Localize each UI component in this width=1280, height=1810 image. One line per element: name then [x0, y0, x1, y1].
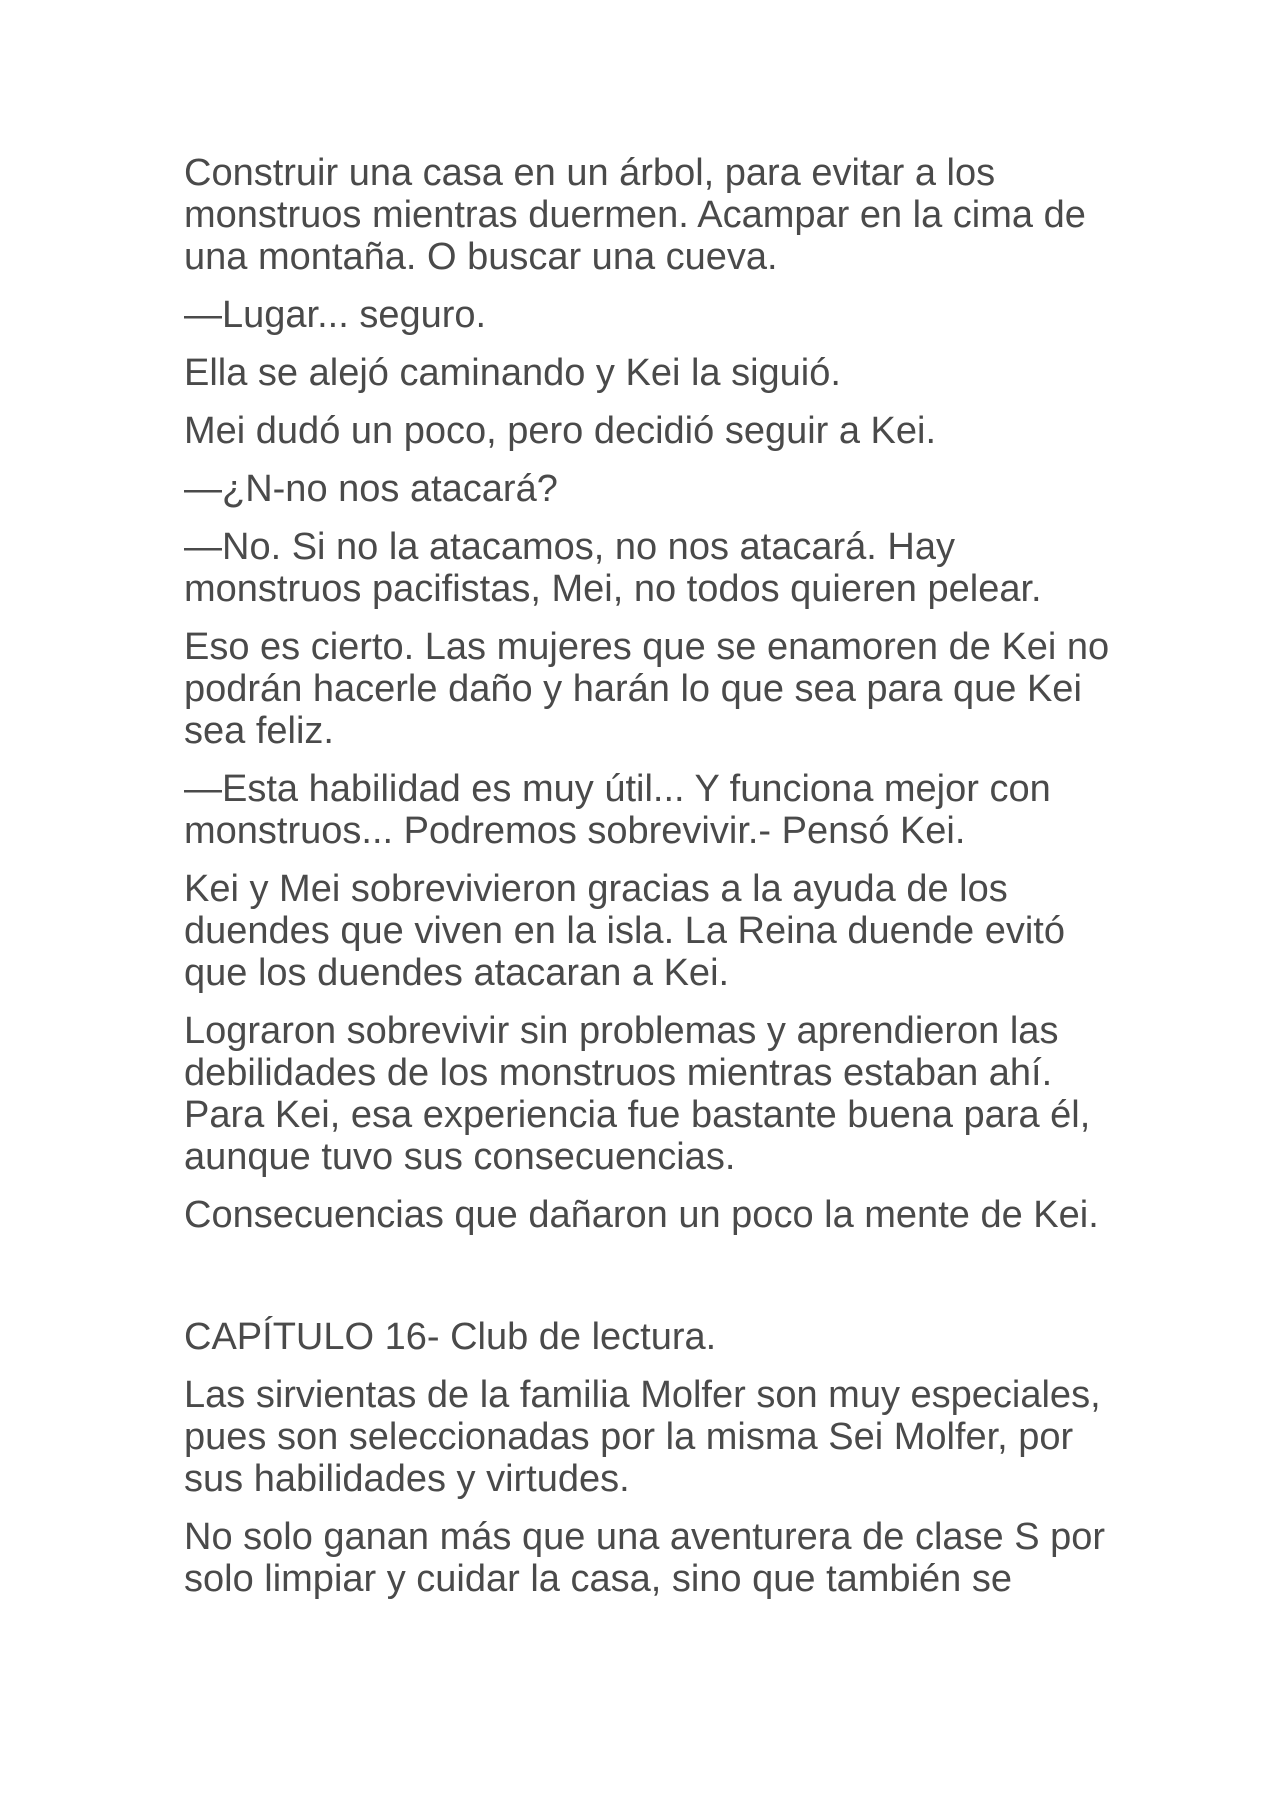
paragraph: Mei dudó un poco, pero decidió seguir a Kei. — [184, 410, 937, 452]
chapter-spacer — [184, 1252, 1124, 1316]
paragraph: Kei y Mei sobrevivieron gracias a la ayuda de los duendes que viven en la isla. La Reina duende evitó que los duendes atacaran a Kei. — [184, 868, 1065, 994]
paragraph: —Lugar... seguro. — [184, 294, 487, 336]
paragraph: Construir una casa en un árbol, para evitar a los monstruos mientras duermen. Acampar en la cima de una montaña. O buscar una cueva. — [184, 152, 1086, 278]
chapter-title: CAPÍTULO 16- Club de lectura. — [184, 1316, 717, 1358]
paragraph: Consecuencias que dañaron un poco la mente de Kei. — [184, 1194, 1099, 1236]
paragraph: —No. Si no la atacamos, no nos atacará. Hay monstruos pacifistas, Mei, no todos quieren pelear. — [184, 526, 1042, 610]
paragraph: Lograron sobrevivir sin problemas y aprendieron las debilidades de los monstruos mientras estaban ahí. Para Kei, esa experiencia fue bastante buena para él, aunque tuvo sus consecuencias. — [184, 1010, 1091, 1178]
paragraph: No solo ganan más que una aventurera de clase S por solo limpiar y cuidar la casa, sino que también se — [184, 1516, 1106, 1600]
text-column — [184, 152, 1124, 1616]
paragraph: —¿N-no nos atacará? — [184, 468, 558, 510]
paragraph: —Esta habilidad es muy útil... Y funciona mejor con monstruos... Podremos sobrevivir.- Pensó Kei. — [184, 768, 1051, 852]
paragraph: Eso es cierto. Las mujeres que se enamoren de Kei no podrán hacerle daño y harán lo que sea para que Kei sea feliz. — [184, 626, 1110, 752]
paragraph: Las sirvientas de la familia Molfer son muy especiales, pues son seleccionadas por la misma Sei Molfer, por sus habilidades y virtudes. — [184, 1374, 1101, 1500]
paragraph: Ella se alejó caminando y Kei la siguió. — [184, 352, 841, 394]
